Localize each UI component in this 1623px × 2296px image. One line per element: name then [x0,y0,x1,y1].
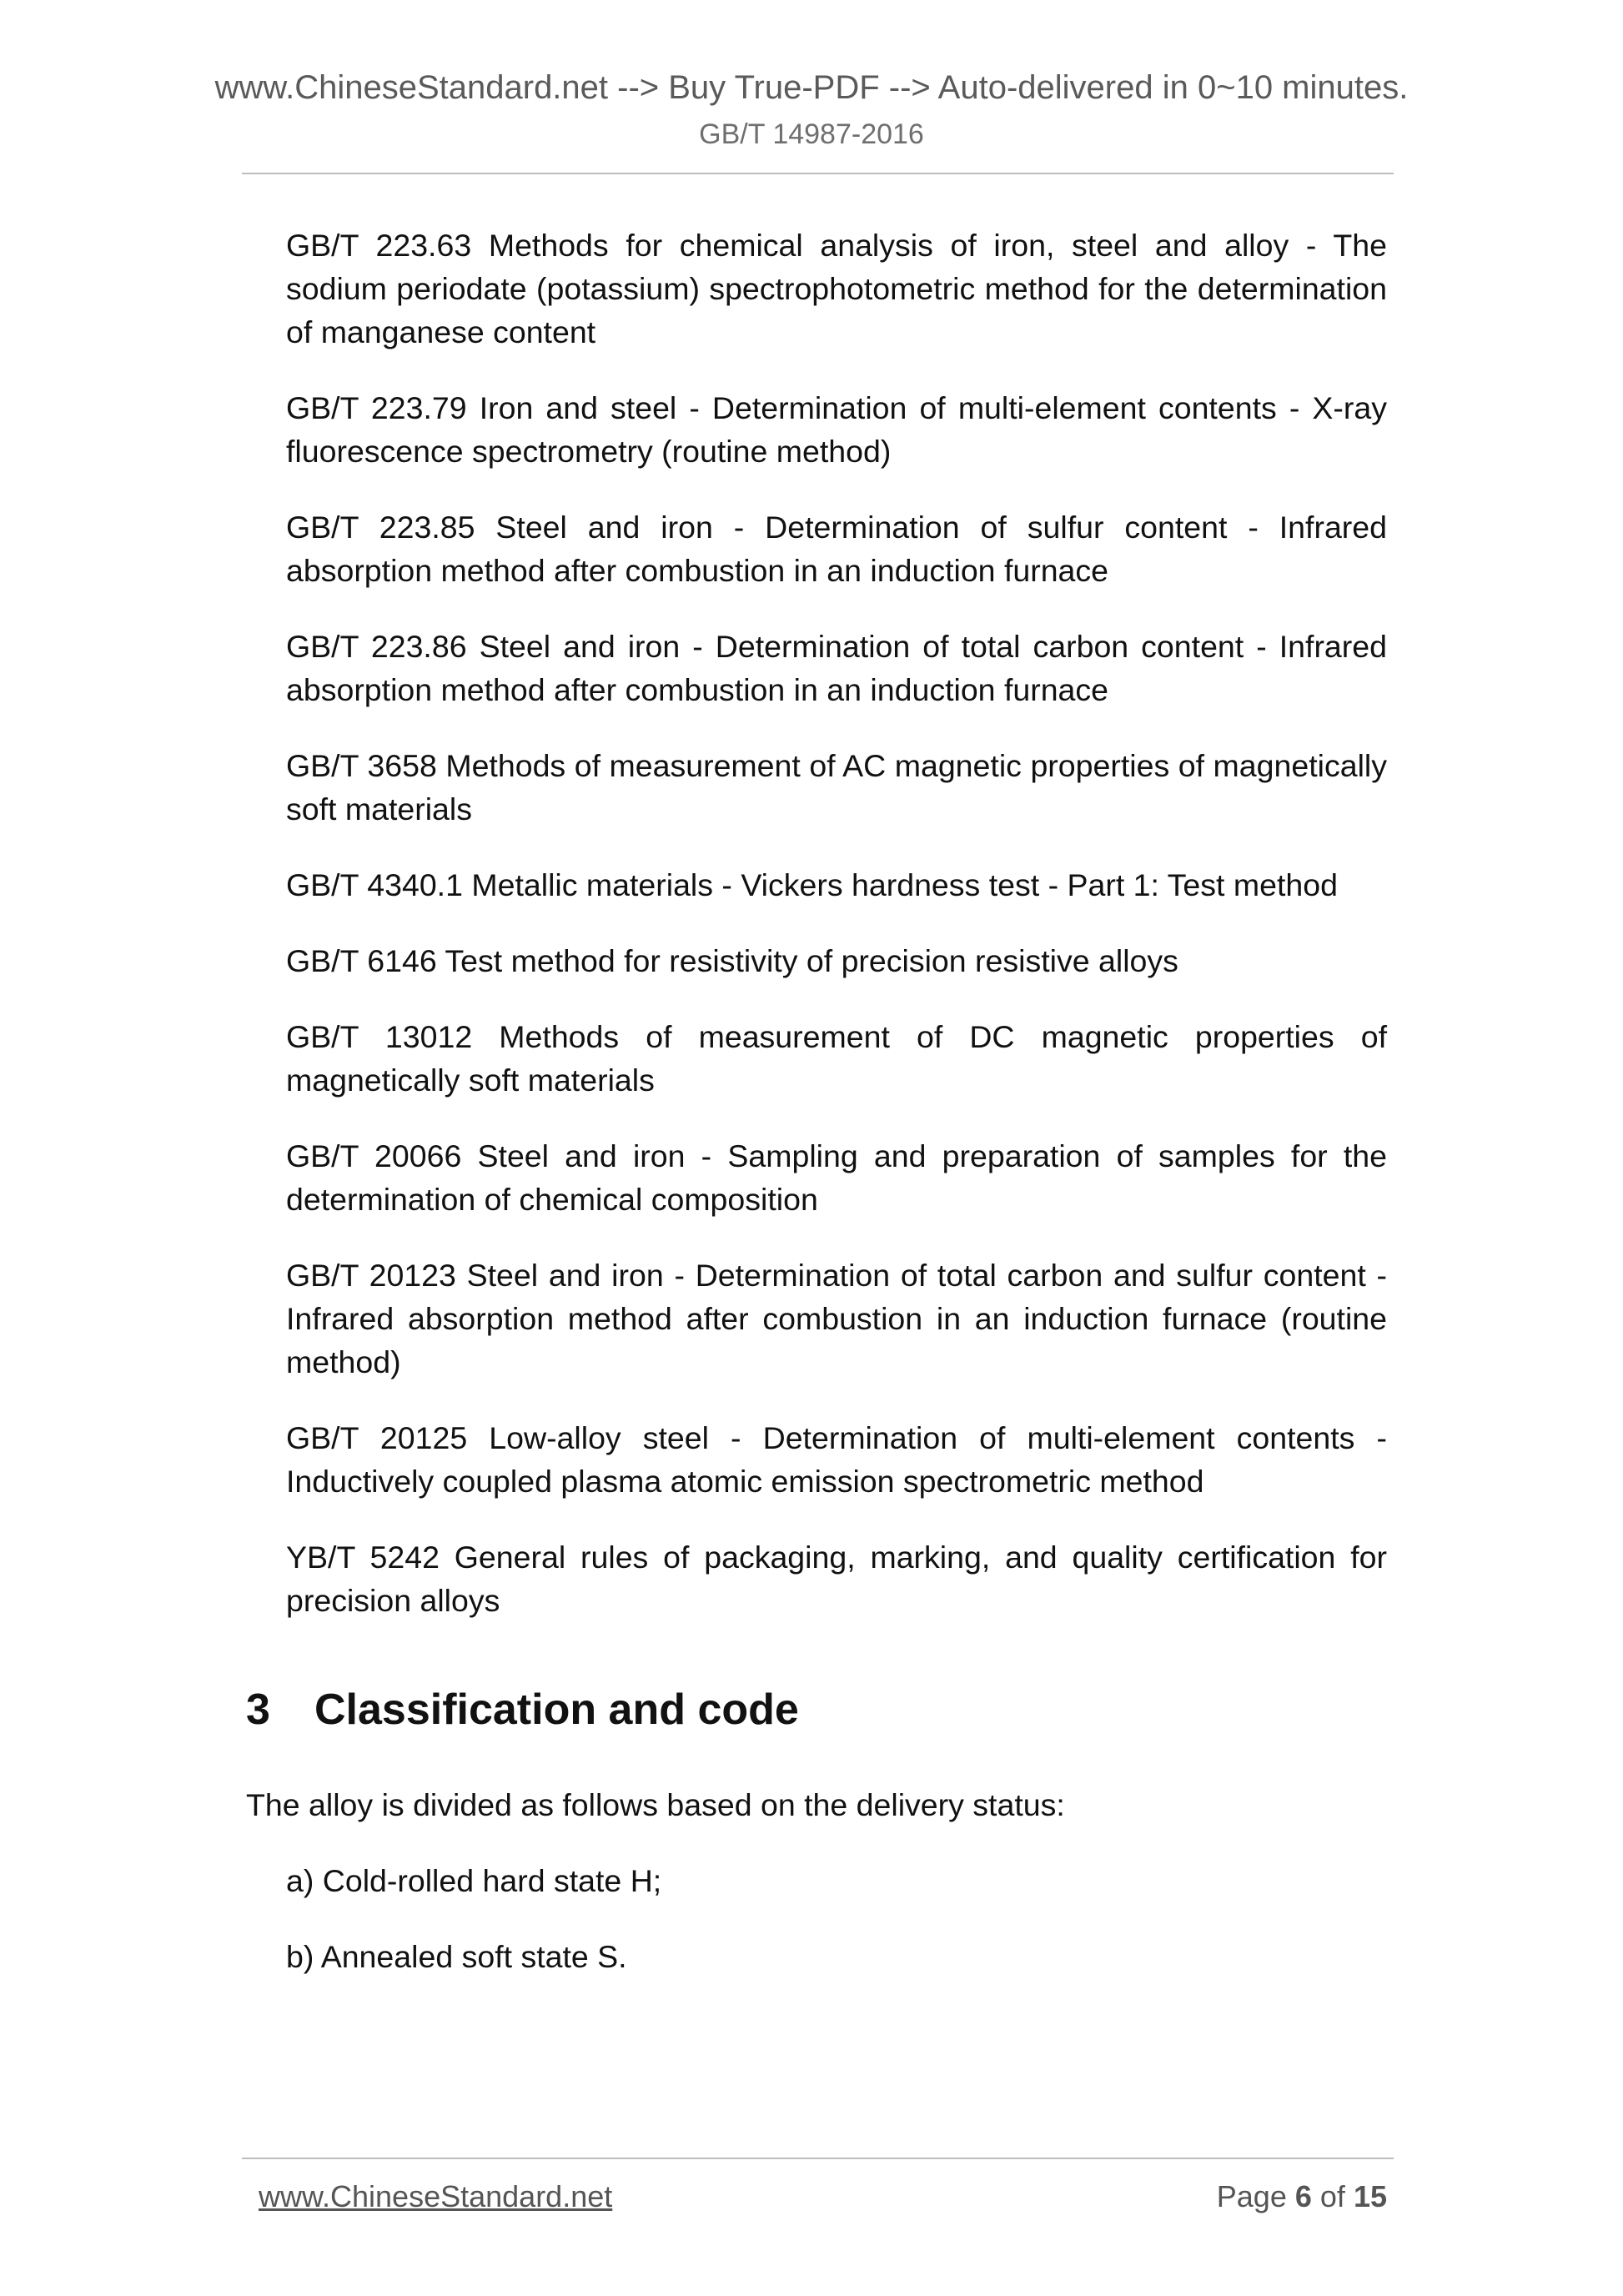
page-of: of [1319,2179,1345,2213]
header-divider [242,173,1394,174]
list-item: b) Annealed soft state S. [286,1939,627,1974]
page-total: 15 [1353,2179,1387,2213]
section-number: 3 [246,1686,270,1734]
reference-item: YB/T 5242 General rules of packaging, marking, and quality certification for precision alloys [286,1540,1387,1618]
section-intro: The alloy is divided as follows based on the delivery status: [246,1787,1065,1822]
header-banner: www.ChineseStandard.net --> Buy True-PDF --> Auto-delivered in 0~10 minutes. [214,69,1409,106]
list-item: a) Cold-rolled hard state H; [286,1863,662,1898]
reference-item: GB/T 223.79 Iron and steel - Determination of multi-element contents - X-ray fluorescence spectrometry (routine method) [286,390,1387,469]
delivery-status-list [286,1859,661,2011]
reference-item: GB/T 20066 Steel and iron - Sampling and preparation of samples for the determination of chemical composition [286,1138,1387,1217]
reference-item: GB/T 20123 Steel and iron - Determination of total carbon and sulfur content - Infrared absorption method after combustion in an induction furnace (routine method) [286,1258,1387,1379]
reference-item: GB/T 223.63 Methods for chemical analysis of iron, steel and alloy - The sodium periodate (potassium) spectrophotometric method for the determination of manganese content [286,228,1387,349]
footer-site-link[interactable]: www.ChineseStandard.net [259,2179,613,2213]
section-title: Classification and code [314,1686,799,1734]
standard-code: GB/T 14987-2016 [699,118,924,150]
reference-item: GB/T 3658 Methods of measurement of AC magnetic properties of magnetically soft materials [286,748,1387,826]
page-label: Page [1216,2179,1287,2213]
page-current: 6 [1294,2179,1312,2213]
reference-item: GB/T 6146 Test method for resistivity of precision resistive alloys [286,943,1178,978]
reference-item: GB/T 20125 Low-alloy steel - Determination of multi-element contents - Inductively coupled plasma atomic emission spectrometric method [286,1420,1387,1499]
reference-item: GB/T 223.85 Steel and iron - Determination of sulfur content - Infrared absorption method after combustion in an induction furnace [286,510,1387,588]
reference-item: GB/T 223.86 Steel and iron - Determination of total carbon content - Infrared absorption method after combustion in an induction furnace [286,629,1387,707]
reference-item: GB/T 4340.1 Metallic materials - Vickers hardness test - Part 1: Test method [286,867,1338,902]
normative-references [286,224,1387,1655]
section-heading [246,1683,799,1736]
footer-divider [242,2158,1394,2159]
page-indicator [1217,2177,1387,2217]
reference-item: GB/T 13012 Methods of measurement of DC magnetic properties of magnetically soft materials [286,1019,1387,1098]
